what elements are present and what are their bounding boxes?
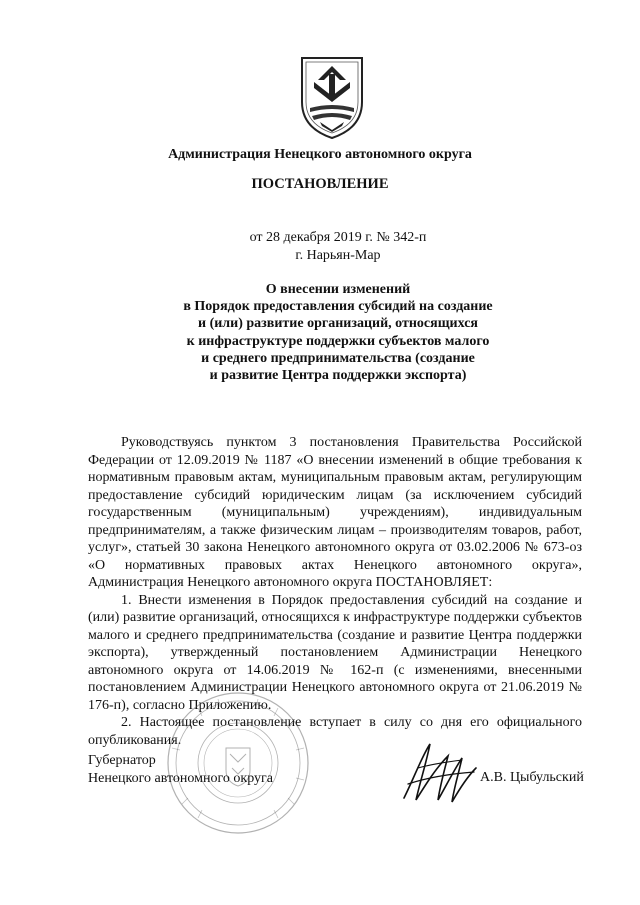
position-line: Губернатор [88,753,156,768]
nenets-coat-of-arms-icon [296,52,368,140]
preamble-paragraph: Руководствуясь пунктом 3 постановления Правительства Российской Федерации от 12.09.2019 № 1187 «О внесении изменений в общие требования к нормативным правовым актам, муниципальным правовым актам, регулирующим предоставление субсидий юридическим лицам (за исключением субсидий государственным (муниципальным) учреждениям), индивидуальным предпринимателям, а также физическим лицам – производителям товаров, работ, услуг», статьей 30 закона Ненецкого автономного округа от 03.02.2006 № 673-оз «О нормативных правовых актах Ненецкого автономного округа», Администрация Ненецкого автономного округа ПОСТАНОВЛЯЕТ: [88,435,582,590]
signatory-position [88,752,273,788]
date-number: от 28 декабря 2019 г. № 342-п [249,230,427,245]
date-block [0,229,640,265]
signatory-name: А.В. Цыбульский [480,770,584,785]
title-line: О внесении изменений [265,282,411,297]
handwritten-signature-icon [396,738,482,808]
title-line: и (или) развитие организаций, относящихся [198,316,478,332]
position-line: Ненецкого автономного округа [88,771,273,786]
organization-name: Администрация Ненецкого автономного округа [168,147,472,162]
title-line: к инфраструктуре поддержки субъектов малого [186,333,490,349]
document-type: ПОСТАНОВЛЕНИЕ [251,176,389,192]
city: г. Нарьян-Мар [295,248,381,263]
clause-2-paragraph: 2. Настоящее постановление вступает в силу со дня его официального опубликования. [88,715,582,748]
resolution-title [0,281,640,384]
clause-1-paragraph: 1. Внести изменения в Порядок предоставления субсидий на создание и (или) развитие организаций, относящихся к инфраструктуре поддержки субъектов малого и среднего предпринимательства (создание и развитие Центра поддержки экспорта), утвержденный постановлением Администрации Ненецкого автономного округа от 14.06.2019 № 162-п (с изменениями, внесенными постановлением Администрации Ненецкого автономного округа от 21.06.2019 № 176-п), согласно Приложению. [88,592,582,713]
title-line: и развитие Центра поддержки экспорта) [209,368,467,384]
title-line: и среднего предпринимательства (создание [201,350,475,366]
title-line: в Порядок предоставления субсидий на создание [183,299,493,315]
